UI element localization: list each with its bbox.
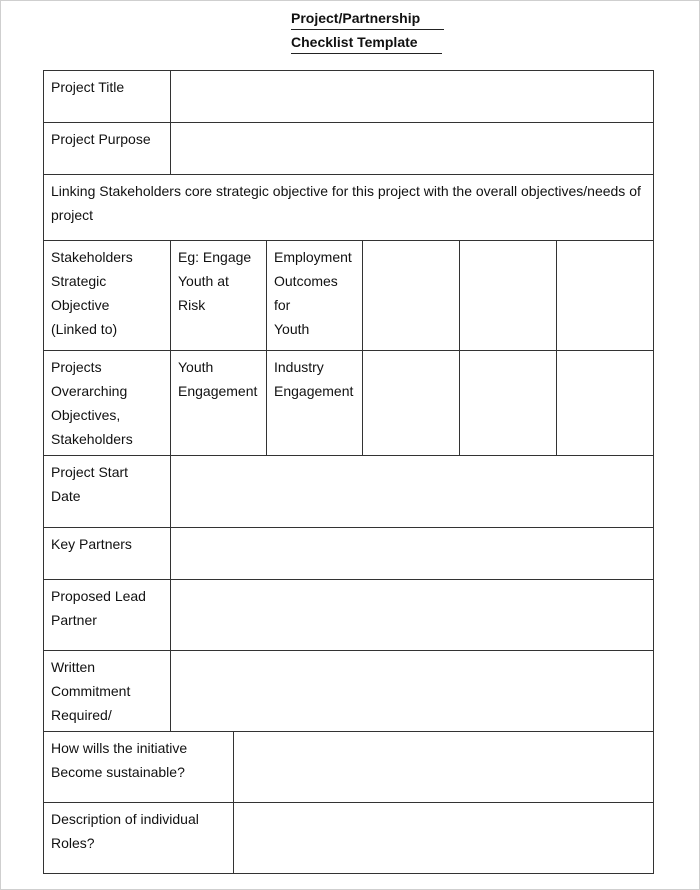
document-title-line2: Checklist Template xyxy=(291,34,442,54)
label-line: Objective xyxy=(51,297,110,313)
input-key-partners[interactable] xyxy=(171,528,654,580)
label-overarching-objectives xyxy=(44,351,171,456)
cell-line: Youth xyxy=(274,321,310,337)
row-proposed-lead-partner xyxy=(44,580,654,651)
cell-line: Outcomes for xyxy=(274,273,338,313)
row-project-purpose xyxy=(44,123,654,175)
checklist-table xyxy=(43,70,654,874)
empty-cell[interactable] xyxy=(460,351,557,456)
empty-cell[interactable] xyxy=(557,351,654,456)
cell-line: Eg: Engage xyxy=(178,249,252,265)
row-sustainable xyxy=(44,732,654,803)
document-title-line1: Project/Partnership xyxy=(291,10,444,30)
label-line: Roles? xyxy=(51,835,95,851)
empty-cell[interactable] xyxy=(460,241,557,351)
label-line: How wills the initiative xyxy=(51,740,188,756)
row-individual-roles xyxy=(44,803,654,874)
cell-line: Employment xyxy=(274,249,352,265)
label-line: Date xyxy=(51,488,81,504)
label-line: Description of individual xyxy=(51,811,199,827)
cell-youth-engagement[interactable] xyxy=(171,351,267,456)
label-line: Stakeholders xyxy=(51,431,133,447)
cell-line: Industry xyxy=(274,359,324,375)
cell-example-engage-youth[interactable] xyxy=(171,241,267,351)
input-written-commitment[interactable] xyxy=(171,651,654,732)
input-individual-roles[interactable] xyxy=(234,803,654,874)
cell-line: Youth xyxy=(178,359,214,375)
label-written-commitment xyxy=(44,651,171,732)
row-project-title xyxy=(44,71,654,123)
label-line: Commitment xyxy=(51,683,131,699)
label-sustainable xyxy=(44,732,234,803)
label-line: Partner xyxy=(51,612,97,628)
input-project-start-date[interactable] xyxy=(171,456,654,528)
cell-line: Engagement xyxy=(178,383,258,399)
label-line: Projects xyxy=(51,359,102,375)
empty-cell[interactable] xyxy=(363,351,460,456)
row-written-commitment xyxy=(44,651,654,732)
label-line: Strategic xyxy=(51,273,107,289)
label-stakeholders-objective xyxy=(44,241,171,351)
label-line: Written xyxy=(51,659,96,675)
row-linking xyxy=(44,175,654,241)
empty-cell[interactable] xyxy=(363,241,460,351)
label-line: (Linked to) xyxy=(51,321,118,337)
row-key-partners xyxy=(44,528,654,580)
cell-employment-outcomes[interactable] xyxy=(267,241,363,351)
label-project-title: Project Title xyxy=(44,71,171,123)
label-line: Proposed Lead xyxy=(51,588,146,604)
label-proposed-lead-partner xyxy=(44,580,171,651)
input-sustainable[interactable] xyxy=(234,732,654,803)
label-individual-roles xyxy=(44,803,234,874)
input-project-title[interactable] xyxy=(171,71,654,123)
label-line: Objectives, xyxy=(51,407,121,423)
empty-cell[interactable] xyxy=(557,241,654,351)
cell-line: Engagement xyxy=(274,383,354,399)
label-line: Overarching xyxy=(51,383,128,399)
label-line: Project Start xyxy=(51,464,129,480)
row-overarching-objectives xyxy=(44,351,654,456)
cell-line: Youth at Risk xyxy=(178,273,229,313)
label-project-purpose: Project Purpose xyxy=(44,123,171,175)
label-line: Stakeholders xyxy=(51,249,133,265)
label-line: Required/ xyxy=(51,707,112,723)
label-linking-objectives: Linking Stakeholders core strategic objective for this project with the overall objectives/needs of project xyxy=(44,175,654,241)
label-line: Become sustainable? xyxy=(51,764,185,780)
input-project-purpose[interactable] xyxy=(171,123,654,175)
row-project-start-date xyxy=(44,456,654,528)
row-stakeholders-objective xyxy=(44,241,654,351)
cell-industry-engagement[interactable] xyxy=(267,351,363,456)
label-key-partners: Key Partners xyxy=(44,528,171,580)
input-proposed-lead-partner[interactable] xyxy=(171,580,654,651)
label-project-start-date xyxy=(44,456,171,528)
